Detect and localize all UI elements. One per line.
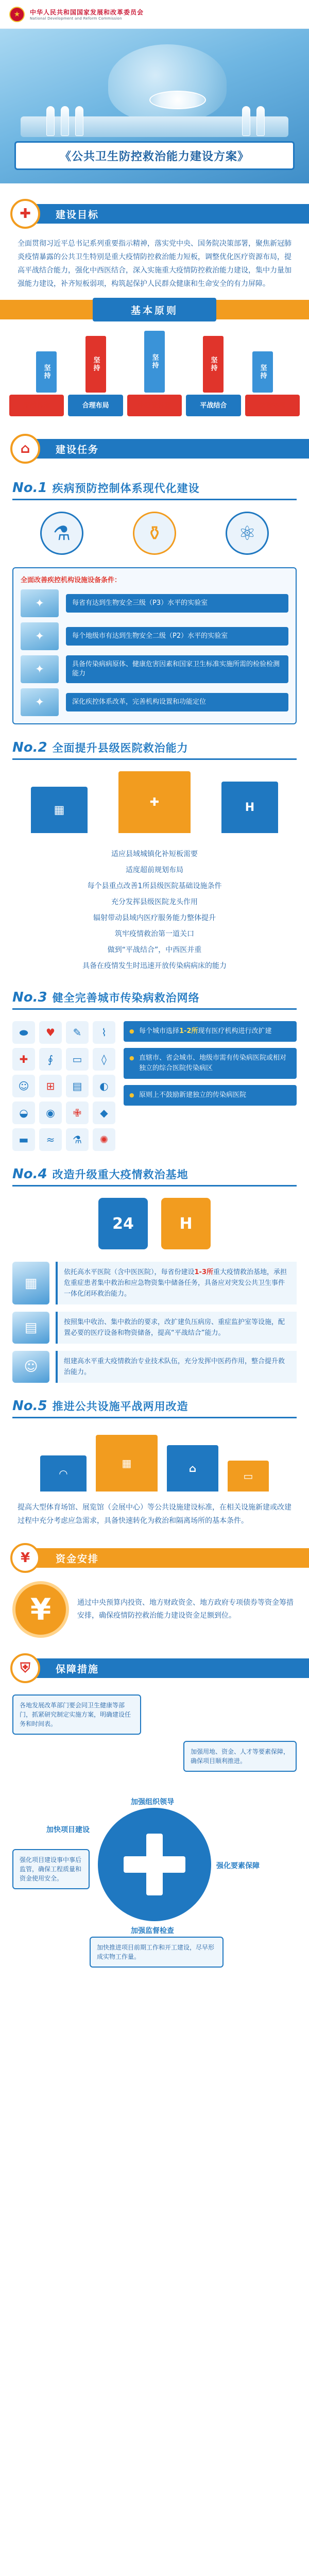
no5-title: 推进公共设施平战两用改造 [52,1400,188,1413]
list-item-text: 深化疾控体系改革，完善机构设置和功能定位 [66,693,288,711]
no4-item-highlight: 1-3所 [194,1268,214,1276]
lab-photo-icon: ✦ [21,688,59,716]
hospital-sign-icon: H [161,1198,211,1249]
principles-pillars [0,331,309,393]
pillar: 坚持 [144,331,165,393]
list-item [21,589,288,617]
no3-card [124,1021,297,1042]
thermometer-icon: ⌇ [93,1021,115,1044]
cross-label: 强化要素保障 [214,1859,262,1872]
bed-icon: ▬ [12,1128,35,1151]
org-name-cn: 中华人民共和国国家发展和改革委员会 [30,9,144,16]
pillar: 坚持 [85,336,106,393]
list-item [21,655,288,683]
heart-icon: ♥ [39,1021,62,1044]
no2-sentence: 辐射带动县域内医疗服务能力整体提升 [93,914,216,922]
list-item-text: 每个地级市有达到生物安全二级（P2）水平的实验室 [66,627,288,646]
no5-text: 提高大型体育场馆、展览馆（会展中心）等公共设施建设标准，在相关设施新建或改建过程中充分考虑应急需求，具备快速转化为救治和隔离场所的基本条件。 [18,1503,291,1525]
no5-building-row [0,1430,309,1492]
national-emblem-icon [9,7,25,22]
safeguard-card: 加强用地、资金、人才等要素保障，确保项目顺利推进。 [183,1741,297,1772]
list-item-text: 每省有达到生物安全三级（P3）水平的实验室 [66,594,288,613]
principle-item: 平战结合 [186,395,241,416]
capsule-icon: ◐ [93,1075,115,1097]
stethoscope-icon: ∮ [39,1048,62,1071]
no3-card-highlight: 1-2所 [179,1027,198,1035]
tasks-badge [10,434,40,464]
org-name-en: National Development and Reform Commission [30,16,122,21]
lab-photo-icon: ✦ [21,622,59,650]
principle-item: 中西医并重 [127,395,182,416]
goal-heading: 建设目标 [56,209,99,221]
medical-cross-icon [124,1834,185,1895]
pillar: 坚持 [252,351,273,393]
tooth-icon: ◆ [93,1101,115,1124]
funding-text: 通过中央预算内投资、地方财政资金、地方政府专项债券等资金筹措安排，确保疫情防控救治能力建设资金足额到位。 [77,1599,294,1620]
no5-number: No.5 [12,1398,47,1414]
principles-base-row [9,395,300,416]
funding-heading: 资金安排 [56,1553,99,1565]
stadium-icon: ◠ [40,1455,87,1492]
no4-item-pre: 依托高水平医院（含中医医院），每省份建设 [64,1268,195,1276]
goal-section-head [0,197,309,230]
safeguards-section-head [0,1651,309,1684]
no1-list-box [12,567,297,724]
principles-heading: 基本原则 [130,304,178,316]
bottle-icon: ◊ [93,1048,115,1071]
medical-team-icon: ☺ [12,1351,49,1383]
no3-card-pre: 每个城市选择 [139,1027,180,1035]
microscope-icon: ⚗ [66,1128,89,1151]
tasks-heading: 建设任务 [56,444,99,455]
shield-icon: ⛨ [20,1660,30,1676]
hero-title: 《公共卫生防控救治能力建设方案》 [59,150,249,163]
safeguards-band [32,1658,309,1678]
safeguards-heading: 保障措施 [56,1663,99,1675]
no3-card-post: 原则上不鼓励新建独立的传染病医院 [139,1091,247,1099]
no3-title: 健全完善城市传染病救治网络 [52,992,200,1004]
safeguard-card: 强化项目建设事中事后监管，确保工程质量和资金使用安全。 [12,1849,90,1889]
public-building-icon: ⌂ [167,1445,218,1492]
no4-item-text [56,1262,297,1304]
funding-body [12,1581,297,1638]
principle-item: 防治协同 [245,395,300,416]
hero-title-box [14,141,295,170]
pillar: 坚持 [203,336,224,393]
exhibition-hall-icon: ▦ [96,1435,158,1492]
no2-sentence: 适度超前规划布局 [126,866,183,874]
cross-label: 加强组织领导 [129,1795,176,1808]
principle-item: 底线思维 [9,395,64,416]
test-tube-icon [256,106,265,136]
no4-head [12,1166,297,1187]
ambulance-icon: ⊞ [39,1075,62,1097]
no3-cards [124,1021,297,1151]
no2-sentence: 筑牢疫情救治第一道关口 [115,930,194,938]
cross-label: 加快项目建设 [44,1823,92,1836]
list-item [21,688,288,716]
lab-photo-icon: ✦ [21,589,59,617]
yuan-coin-icon: ¥ [12,1581,69,1638]
safeguard-card: 加快推进项目前期工作和开工建设，尽早形成实物工作量。 [90,1937,224,1968]
clipboard-icon: ▤ [66,1075,89,1097]
no3-card-post: 现有医疗机构进行改扩建 [198,1027,272,1035]
no4-item-text: 按照集中收治、集中救治的要求，改扩建负压病房、重症监护室等设施，配置必要的医疗设备和物资储备，提高“平战结合”能力。 [56,1312,297,1344]
no2-sentence-list [0,846,309,974]
no3-card [124,1048,297,1079]
funding-section-head [0,1541,309,1574]
no2-sentence: 适应县域城镇化补短板需要 [111,850,198,858]
no4-items [12,1262,297,1383]
no3-card [124,1085,297,1106]
no4-item [12,1351,297,1383]
no4-item [12,1312,297,1344]
syringe-icon: ✎ [66,1021,89,1044]
ward-icon: ▤ [12,1312,49,1344]
dna-icon: ≈ [39,1128,62,1151]
principles-title-tag [93,298,216,321]
hero-banner [0,29,309,183]
bandage-icon: ▭ [66,1048,89,1071]
no2-title: 全面提升县级医院救治能力 [52,742,188,754]
no2-sentence: 每个县重点改善1所县级医院基础设施条件 [87,882,222,890]
top-strip [0,0,309,29]
drip-icon: ◉ [39,1101,62,1124]
virus-icon: ✺ [93,1128,115,1151]
test-tube-icon [46,106,55,136]
no4-item-text: 组建高水平重大疫情救治专业技术队伍，充分发挥中医药作用，整合提升救治能力。 [56,1351,297,1383]
safeguards-badge [10,1653,40,1683]
no4-number: No.4 [12,1166,47,1182]
coin-icon: ¥ [20,1550,30,1566]
no1-list-head: 全面改善疾控机构设施设备条件： [21,577,122,584]
cross-label: 加强监督检查 [129,1924,176,1937]
no3-card-post: 直辖市、省会城市、地级市需有传染病医院或相对独立的综合医院传染病区 [139,1054,287,1072]
org-names [30,8,144,21]
test-tube-icon [75,106,83,136]
hospital-building-icon: H [221,782,278,833]
hospital-building-icon: ✚ [118,771,191,833]
gym-icon: ▭ [228,1461,269,1492]
safeguards-diagram [12,1694,297,2014]
hospital-building-icon: ▦ [31,787,88,833]
mask-icon: ◒ [12,1101,35,1124]
no2-hospital-row [15,771,294,833]
no2-sentence: 具备在疫情发生时迅速开放传染病病床的能力 [82,962,227,970]
plus-icon: ✚ [20,206,31,222]
no3-number: No.3 [12,990,47,1005]
safeguard-cross-emblem [98,1808,211,1921]
goal-band [32,204,309,224]
lab-photo-icon: ✦ [21,655,59,683]
no1-number: No.1 [12,480,47,496]
pill-icon: ⬬ [12,1021,35,1044]
pillar: 坚持 [36,351,57,393]
24-hours-icon: 24 [98,1198,148,1249]
list-item-text: 具备传染病病原体、健康危害因素和国家卫生标准实施所需的检验检测能力 [66,655,288,683]
doctor-icon: ☺ [12,1075,35,1097]
no4-item [12,1262,297,1304]
no1-title: 疾病预防控制体系现代化建设 [52,482,200,495]
microscope-icon: ⚗ [40,512,83,555]
first-aid-icon: ✙ [66,1101,89,1124]
principles-section [0,300,309,429]
glove-image [108,44,227,122]
safeguard-card: 各地发展改革部门要会同卫生健康等部门，抓紧研究制定实施方案，明确建设任务和时间表。 [12,1694,141,1735]
funding-badge [10,1543,40,1573]
tasks-band [32,439,309,459]
principle-item: 合理布局 [68,395,123,416]
test-tube-icon [242,106,250,136]
tasks-section-head [0,432,309,465]
list-item [21,622,288,650]
no3-head [12,990,297,1010]
no4-top-row [0,1198,309,1249]
cross-icon: ✚ [12,1048,35,1071]
no4-title: 改造升级重大疫情救治基地 [52,1168,188,1181]
goal-text: 全面贯彻习近平总书记系列重要指示精神，落实党中央、国务院决策部署，聚焦新冠肺炎疫情暴露的公共卫生特别是重大疫情防控救治能力短板，调整优化医疗资源布局，提高平战结合能力，强化中西医结合，深入实施重大疫情防控救治能力建设，集中力量加强能力建设，补齐短板弱项，构筑起保护人民群众健康和生命安全的有力屏障。 [18,240,291,288]
cross-bar-horizontal [124,1856,185,1873]
no1-head [12,480,297,500]
no4-item-post: 重大疫情救治基地，承担危重症患者集中救治和应急物资集中储备任务，具备应对突发公共卫生事件一体化闭环救治能力。 [64,1268,287,1298]
no5-head [12,1398,297,1418]
test-tube-icon [61,106,69,136]
flask-icon: ⚱ [133,512,176,555]
no3-icon-grid [12,1021,115,1151]
hospital-icon: ⌂ [20,441,30,456]
goal-badge [10,199,40,229]
no1-icon-row [15,512,294,555]
no3-body [12,1021,297,1151]
no2-number: No.2 [12,740,47,755]
hospital-building-icon: ▦ [12,1262,49,1304]
molecule-icon: ⚛ [226,512,269,555]
no2-sentence: 做到“平战结合”，中西医并重 [107,946,202,954]
petri-dish-image [149,91,206,109]
no2-head [12,740,297,760]
no2-sentence: 充分发挥县级医院龙头作用 [111,898,198,906]
funding-band [32,1548,309,1568]
